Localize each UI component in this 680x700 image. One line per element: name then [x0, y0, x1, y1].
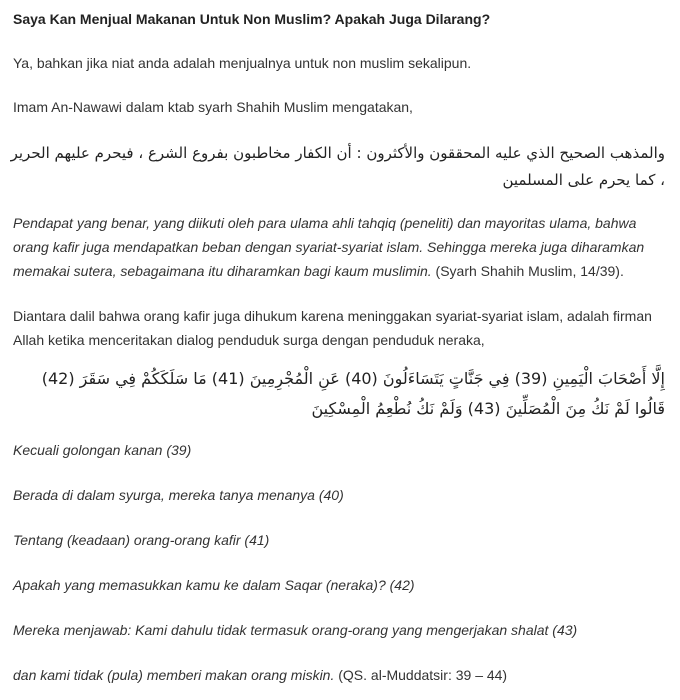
- translation-verse-42: Apakah yang memasukkan kamu ke dalam Saqar (neraka)? (42): [13, 577, 415, 593]
- ayat-arabic: إِلَّا أَصْحَابَ الْيَمِينِ (39) فِي جَنَّاتٍ يَتَسَاءَلُونَ (40) عَنِ الْمُجْرِمِينَ (41) مَا سَلَكَكُمْ فِي سَقَرَ (42) قَالُوا لَمْ نَكُ مِنَ الْمُصَلِّينَ (43) وَلَمْ نَكُ نُطْعِمُ الْمِسْكِينَ: [41, 369, 665, 418]
- quote-translation: Pendapat yang benar, yang diikuti oleh para ulama ahli tahqiq (peneliti) dan mayoritas ulama, bahwa orang kafir juga mendapatkan beban dengan syariat-syariat islam. Sehingga mereka juga diharamkan memakai sutera, sebagaimana itu diharamkan bagi kaum muslimin.: [13, 215, 645, 279]
- translation-verse-44: dan kami tidak (pula) memberi makan orang miskin.: [13, 667, 335, 683]
- quote-translation-paragraph: [13, 211, 668, 283]
- intro-paragraph: Imam An-Nawawi dalam ktab syarh Shahih Muslim mengatakan,: [13, 99, 413, 115]
- arabic-quote: والمذهب الصحيح الذي عليه المحققون والأكثرون : أن الكفار مخاطبون بفروع الشرع ، فيحرم عليهم الحرير ، كما يحرم على المسلمين: [10, 144, 665, 189]
- evidence-intro-paragraph: Diantara dalil bahwa orang kafir juga dihukum karena meninggakan syariat-syariat islam, adalah firman Allah ketika menceritakan dialog penduduk surga dengan penduduk neraka,: [13, 308, 652, 348]
- translation-verse-41: Tentang (keadaan) orang-orang kafir (41): [13, 532, 270, 548]
- translation-verse-44-paragraph: [13, 663, 668, 687]
- translation-verse-40: Berada di dalam syurga, mereka tanya menanya (40): [13, 487, 344, 503]
- article-title: Saya Kan Menjual Makanan Untuk Non Muslim? Apakah Juga Dilarang?: [13, 11, 491, 27]
- translation-verse-43: Mereka menjawab: Kami dahulu tidak termasuk orang-orang yang mengerjakan shalat (43): [13, 622, 578, 638]
- verse-source: (QS. al-Muddatsir: 39 – 44): [338, 667, 508, 683]
- answer-paragraph: Ya, bahkan jika niat anda adalah menjualnya untuk non muslim sekalipun.: [13, 55, 472, 71]
- quote-source: (Syarh Shahih Muslim, 14/39).: [435, 263, 624, 279]
- translation-verse-39: Kecuali golongan kanan (39): [13, 442, 192, 458]
